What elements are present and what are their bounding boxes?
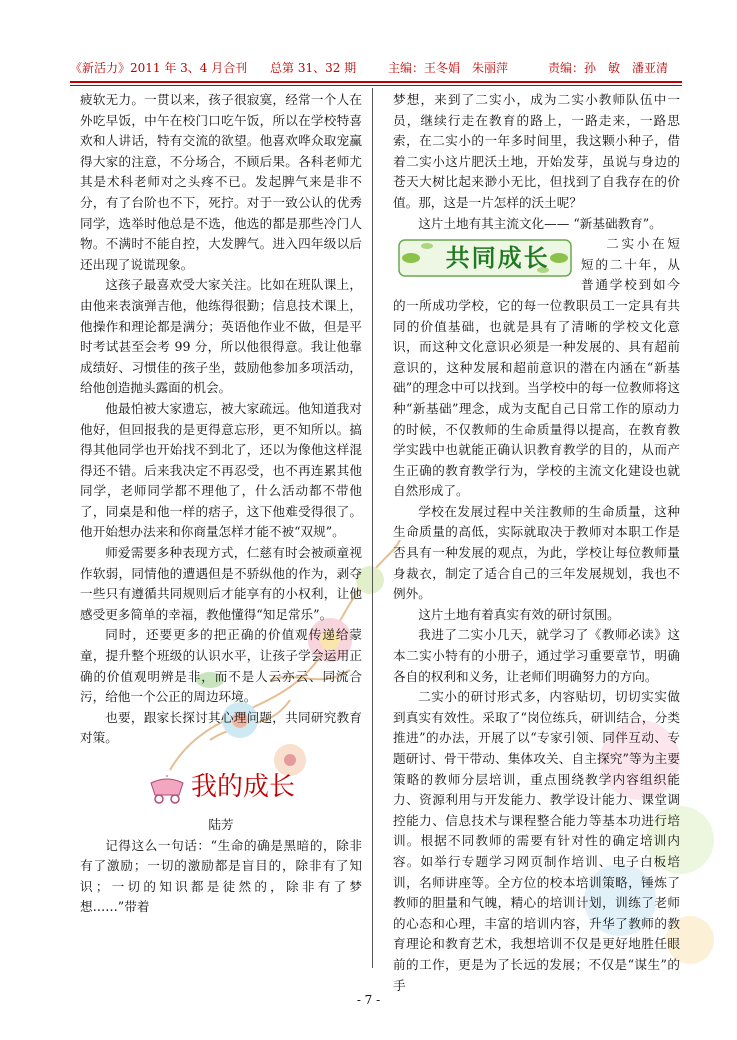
page-header (70, 58, 682, 78)
section-title-block (80, 767, 362, 815)
paragraph: 这孩子最喜欢受大家关注。比如在班队课上，由他来表演弹吉他，他练得很勤；信息技术课上，他操作和理论都是满分；英语他作业不做，但是平时考试甚至会考 99 分，所以他很得意。我让他靠成绩好、习惯佳的孩子坐，鼓励他参加多项活动，给他创造抛头露面的机会。 (80, 277, 362, 396)
inset-title-box (397, 236, 573, 280)
responsible-editor: 责编：孙 敏 潘亚清 (548, 61, 669, 75)
left-column (80, 90, 362, 918)
header-rule (70, 81, 682, 83)
paragraph: 他最怕被大家遗忘，被大家疏远。他知道我对他好，但回报我的是更得意忘形，更不知所以。搞得其他同学也开始找不到北了，还以为像他这样混得还不错。后来我决定不再忍受，也不再连累其他同学，老师同学都不理他了，什么活动都不带他了，同桌是和他一样的痞子，这下他难受得很了。他开始想办法来和你商量怎样才能不被“双规”。 (80, 400, 362, 540)
journal-name: 《新活力》2011 年 3、4 月合刊 (70, 61, 248, 75)
paragraph: 我进了二实小几天，就学习了《教师必读》这本二实小特有的小册子，通过学习重要章节，明确各自的权利和义务，让老师们明确努力的方向。 (393, 627, 680, 684)
author-name: 陆芳 (208, 817, 234, 832)
carriage-icon (147, 775, 187, 805)
section-title-text: 我的成长 (190, 772, 295, 802)
page-number: - 7 - (356, 993, 381, 1007)
paragraph: 二实小的研讨形式多，内容贴切，切切实实做到真实有效性。采取了“岗位练兵，研训结合，分类推进”的办法，开展了以“专家引领、同伴互动、专题研讨、骨干带动、集体攻关、自主探究”等为主要策略的教师分层培训，重点围绕教学内容组织能力、资源利用与开发能力、教学设计能力、课堂调控能力、信息技术与课程整合能力等基本功进行培训。根据不同教师的需要有针对性的确定培训内容。如举行专题学习网页制作培训、电子白板培训，名师讲座等。全方位的校本培训策略，锤炼了教师的胆量和气魄，精心的培训计划，训练了老师的心态和心理，丰富的培训内容，升华了教师的教育理论和教育艺术，我想培训不仅是更好地胜任眼前的工作，更是为了长远的发展；不仅是“谋生”的手 (393, 689, 680, 993)
header-rule-thin (70, 85, 682, 86)
chief-editor: 主编：王冬娟 朱丽萍 (388, 61, 509, 75)
column-divider (372, 88, 373, 968)
paragraph: 学校在发展过程中关注教师的生命质量，这种生命质量的高低，实际就取决于教师对本职工作是否具有一种发展的观点，为此，学校让每位教师量身裁衣，制定了适合自己的三年发展规划，我也不例外。 (393, 503, 680, 602)
paragraph: 师爱需要多种表现方式，仁慈有时会被顽童视作软弱，同情他的遭遇但是不骄纵他的作为，剥夺一些只有遵循共同规则后才能享有的小权利，让他感受更多简单的幸福，教他懂得“知足常乐”。 (80, 545, 362, 622)
paragraph-with-inset (393, 234, 680, 502)
issue-number: 总第 31、32 期 (270, 61, 357, 75)
paragraph: 疲软无力。一贯以来，孩子很寂寞，经常一个人在外吃早饭，中午在校门口吃午饭，所以在学校特喜欢和人讲话，特有交流的欲望。他喜欢哗众取宠赢得大家的注意，不分场合，不顾后果。各科老师尤其是术科老师对之头疼不已。发起脾气来是非不分，有了台阶也不下，死拧。对于一致公认的优秀同学，选举时他总是不选，他选的都是那些冷门人物。不满时不能自控，大发脾气。进入四年级以后还出现了说谎现象。 (80, 92, 362, 272)
paragraph: 这片土地有着真实有效的研讨氛围。 (418, 606, 620, 622)
right-column (393, 90, 680, 996)
paragraph: 梦想，来到了二实小，成为二实小教师队伍中一员，继续行走在教育的路上，一路走来，一路思索，在二实小的一年多时间里，我这颗小种子，借着二实小这片肥沃土地，开始发芽，虽说与身边的苍天大树比起来渺小无比，但找到了自我存在的价值。那，这是一片怎样的沃土呢？ (393, 92, 680, 210)
paragraph: 记得这么一句话：“生命的确是黑暗的，除非有了激励；一切的激励都是盲目的，除非有了知识；一切的知识都是徒然的，除非有了梦想……”带着 (80, 837, 362, 915)
paragraph: 同时，还要更多的把正确的价值观传递给蒙童，提升整个班级的认识水平，让孩子学会运用正确的价值观明辨是非，而不是人云亦云、同流合污，给他一个公正的周边环境。 (80, 627, 362, 705)
paragraph: 也要，跟家长探讨其心理问题，共同研究教育对策。 (80, 709, 362, 746)
inset-title: 共同成长 (445, 244, 550, 273)
section-title (147, 767, 295, 807)
paragraph: 这片土地有其主流文化—— “新基础教育”。 (418, 215, 662, 231)
paragraph-text: 二实小在短短的二十年，从普通学校到如今的一所成功学校，它的每一位教职员工一定具有共同的价值基础，也就是具有了清晰的学校文化意识，而这种文化意识必须是一种发展的、具有超前意识的，这种发展和超前意识的潜在内涵在“新基础”的理念中可以找到。当学校中的每一位教师将这种“新基础”理念，成为支配自己日常工作的原动力的时候，不仅教师的生命质量得以提高，在教育教学实践中也就能正确认识教育教学的目的，从而产生正确的教育教学行为，学校的主流文化建设也就自然形成了。 (393, 236, 680, 499)
